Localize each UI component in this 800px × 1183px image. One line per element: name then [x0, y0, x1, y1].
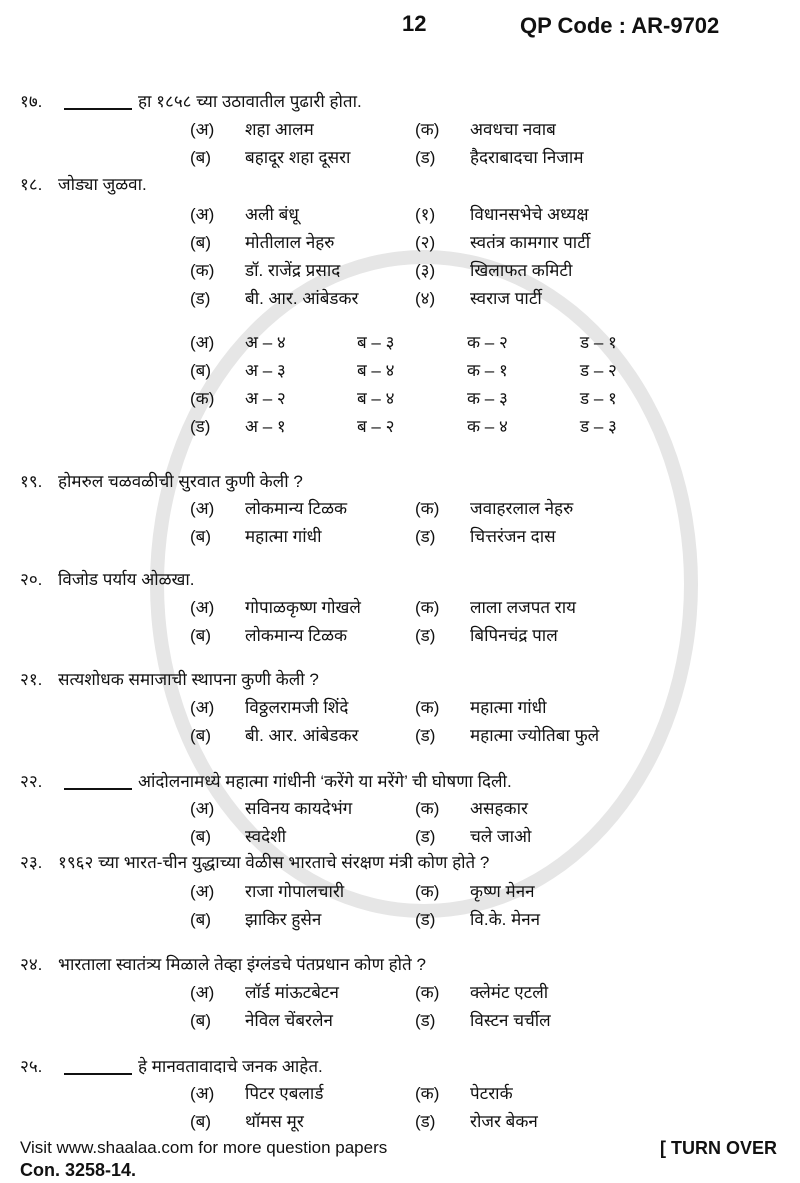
match-pair: ब – ४ — [357, 361, 395, 380]
match-pair: ड – १ — [580, 389, 617, 408]
answer-blank — [64, 108, 132, 110]
question-text-content: भारताला स्वातंत्र्य मिळाले तेव्हा इंग्लंडचे पंतप्रधान कोण होते ? — [58, 955, 426, 974]
option-text: विठ्ठलरामजी शिंदे — [245, 698, 349, 717]
option-text: अवधचा नवाब — [470, 120, 556, 139]
match-pair: क – १ — [467, 361, 508, 380]
match-pair: ड – ३ — [580, 417, 617, 436]
option-text: कृष्ण मेनन — [470, 882, 535, 901]
answer-blank — [64, 1073, 132, 1075]
option-text: डॉ. राजेंद्र प्रसाद — [245, 261, 341, 280]
question-number: १७. — [20, 92, 43, 111]
question-text-content: आंदोलनामध्ये महात्मा गांधीनी ‘करेंगे या मरेंगे’ ची घोषणा दिली. — [138, 772, 512, 791]
question-text — [58, 770, 512, 794]
option-label: (क) — [415, 882, 440, 901]
page-number: 12 — [402, 11, 427, 36]
footer-visit-link[interactable]: Visit www.shaalaa.com for more question papers — [20, 1138, 388, 1157]
option-text: थॉमस मूर — [245, 1112, 304, 1131]
answer-blank — [64, 788, 132, 790]
turn-over-label: [ TURN OVER — [660, 1138, 777, 1158]
option-label: (ब) — [190, 148, 212, 167]
match-pair: अ – ३ — [245, 361, 286, 380]
option-label: (ब) — [190, 1112, 212, 1131]
option-label: (३) — [415, 261, 436, 280]
option-text: लोकमान्य टिळक — [245, 499, 348, 518]
option-label: (क) — [415, 598, 440, 617]
option-label: (क) — [190, 261, 215, 280]
match-pair: क – ३ — [467, 389, 508, 408]
option-label: (क) — [415, 983, 440, 1002]
question-text — [58, 953, 426, 977]
match-option-label: (अ) — [190, 333, 215, 352]
option-label: (अ) — [190, 983, 215, 1002]
option-label: (ब) — [190, 626, 212, 645]
match-pair: अ – ४ — [245, 333, 286, 352]
option-label: (ब) — [190, 827, 212, 846]
option-label: (अ) — [190, 205, 215, 224]
option-text: लाला लजपत राय — [470, 598, 577, 617]
option-label: (ड) — [415, 910, 436, 929]
option-label: (ड) — [415, 1011, 436, 1030]
option-text: स्वदेशी — [245, 827, 287, 846]
option-text: रोजर बेकन — [470, 1112, 538, 1131]
question-text — [58, 1055, 323, 1079]
option-text: क्लेमंट एटली — [470, 983, 549, 1002]
option-text: हैदराबादचा निजाम — [470, 148, 584, 167]
option-label: (क) — [415, 698, 440, 717]
option-label: (ब) — [190, 233, 212, 252]
question-number: २१. — [20, 670, 43, 689]
option-label: (ड) — [415, 726, 436, 745]
option-text: विधानसभेचे अध्यक्ष — [470, 205, 589, 224]
option-text: महात्मा गांधी — [470, 698, 547, 717]
option-label: (४) — [415, 289, 436, 308]
question-number: २२. — [20, 772, 43, 791]
option-text: चले जाओ — [470, 827, 532, 846]
question-text — [58, 851, 489, 875]
question-number: १८. — [20, 175, 43, 194]
option-label: (ब) — [190, 1011, 212, 1030]
option-text: अली बंधू — [245, 205, 299, 224]
option-text: असहकार — [470, 799, 528, 818]
match-pair: ड – २ — [580, 361, 617, 380]
option-text: शहा आलम — [245, 120, 314, 139]
option-text: पिटर एबलार्ड — [245, 1084, 324, 1103]
option-text: राजा गोपालचारी — [245, 882, 345, 901]
match-pair: ड – १ — [580, 333, 617, 352]
question-number: २३. — [20, 853, 43, 872]
option-label: (अ) — [190, 1084, 215, 1103]
option-label: (अ) — [190, 499, 215, 518]
option-label: (अ) — [190, 120, 215, 139]
option-text: स्वतंत्र कामगार पार्टी — [470, 233, 591, 252]
option-text: मोतीलाल नेहरु — [245, 233, 335, 252]
match-pair: क – २ — [467, 333, 508, 352]
option-text: बहादूर शहा दूसरा — [245, 148, 351, 167]
option-text: लॉर्ड मांऊटबेटन — [245, 983, 339, 1002]
option-label: (क) — [415, 120, 440, 139]
question-number: १९. — [20, 472, 43, 491]
option-text: स्वराज पार्टी — [470, 289, 542, 308]
match-pair: अ – १ — [245, 417, 286, 436]
question-text-content: विजोड पर्याय ओळखा. — [58, 570, 195, 589]
option-text: गोपाळकृष्ण गोखले — [245, 598, 361, 617]
question-text — [58, 470, 303, 494]
option-label: (अ) — [190, 799, 215, 818]
question-text-content: सत्यशोधक समाजाची स्थापना कुणी केली ? — [58, 670, 319, 689]
option-label: (ड) — [415, 527, 436, 546]
option-text: खिलाफत कमिटी — [470, 261, 573, 280]
question-text-content: हे मानवतावादाचे जनक आहेत. — [138, 1057, 323, 1076]
option-text: सविनय कायदेभंग — [245, 799, 353, 818]
option-label: (ब) — [190, 527, 212, 546]
match-pair: ब – ४ — [357, 389, 395, 408]
question-text-content: जोड्या जुळवा. — [58, 175, 147, 194]
match-pair: क – ४ — [467, 417, 508, 436]
question-text — [58, 90, 362, 114]
match-pair: ब – २ — [357, 417, 395, 436]
option-label: (ड) — [415, 827, 436, 846]
option-text: लोकमान्य टिळक — [245, 626, 348, 645]
qp-code: QP Code : AR-9702 — [520, 13, 720, 38]
option-label: (क) — [415, 799, 440, 818]
match-option-label: (क) — [190, 389, 215, 408]
match-pair: अ – २ — [245, 389, 286, 408]
option-text: झाकिर हुसेन — [245, 910, 322, 929]
option-label: (ड) — [415, 1112, 436, 1131]
option-text: बिपिनचंद्र पाल — [470, 626, 558, 645]
match-option-label: (ब) — [190, 361, 212, 380]
option-text: महात्मा गांधी — [245, 527, 322, 546]
option-label: (क) — [415, 499, 440, 518]
option-label: (ब) — [190, 910, 212, 929]
option-label: (१) — [415, 205, 436, 224]
option-label: (अ) — [190, 882, 215, 901]
question-text — [58, 668, 319, 692]
option-label: (ड) — [415, 626, 436, 645]
option-text: वि.के. मेनन — [470, 910, 541, 929]
option-label: (ड) — [190, 289, 211, 308]
option-text: विस्टन चर्चील — [470, 1011, 551, 1030]
question-text-content: होमरुल चळवळीची सुरवात कुणी केली ? — [58, 472, 303, 491]
option-label: (ड) — [415, 148, 436, 167]
option-text: बी. आर. आंबेडकर — [245, 726, 359, 745]
option-text: पेटरार्क — [470, 1084, 513, 1103]
option-label: (अ) — [190, 698, 215, 717]
question-text — [58, 568, 195, 592]
option-text: महात्मा ज्योतिबा फुले — [470, 726, 600, 745]
con-code: Con. 3258-14. — [20, 1160, 137, 1180]
option-label: (२) — [415, 233, 436, 252]
option-label: (अ) — [190, 598, 215, 617]
option-text: जवाहरलाल नेहरु — [470, 499, 574, 518]
question-text — [58, 173, 147, 197]
option-text: बी. आर. आंबेडकर — [245, 289, 359, 308]
question-text-content: हा १८५८ च्या उठावातील पुढारी होता. — [138, 92, 362, 111]
question-text-content: १९६२ च्या भारत-चीन युद्धाच्या वेळीस भारताचे संरक्षण मंत्री कोण होते ? — [58, 853, 490, 872]
option-label: (क) — [415, 1084, 440, 1103]
question-number: २०. — [20, 570, 43, 589]
match-pair: ब – ३ — [357, 333, 395, 352]
option-label: (ब) — [190, 726, 212, 745]
question-number: २४. — [20, 955, 43, 974]
match-option-label: (ड) — [190, 417, 211, 436]
option-text: नेविल चेंबरलेन — [245, 1011, 333, 1030]
option-text: चित्तरंजन दास — [470, 527, 556, 546]
question-number: २५. — [20, 1057, 43, 1076]
